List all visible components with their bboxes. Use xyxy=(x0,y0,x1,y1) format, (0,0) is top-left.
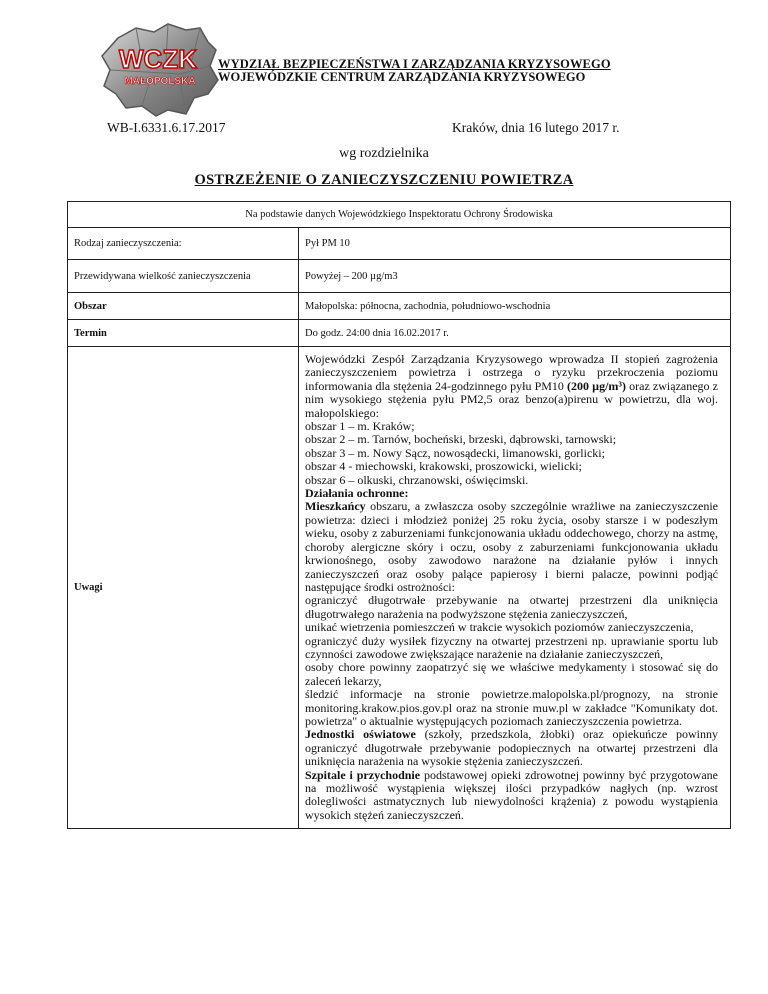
measure-item: ograniczyć długotrwałe przebywanie na otwartej przestrzeni dla uniknięcia długotrwałego narażenia na podwyższone stężenia zanieczyszczeń, xyxy=(305,593,718,621)
center-name: WOJEWÓDZKIE CENTRUM ZARZĄDZANIA KRYZYSOWEGO xyxy=(218,70,586,84)
area-item: obszar 3 – m. Nowy Sącz, nowosądecki, limanowski, gorlicki; xyxy=(305,445,605,460)
residents-paragraph xyxy=(305,500,718,594)
wczk-logo xyxy=(96,20,224,120)
hospitals-paragraph xyxy=(305,769,718,823)
row-label-deadline: Termin xyxy=(68,320,299,347)
measure-item: śledzić informacje na stronie powietrze.malopolska.pl/prognozy, na stronie monitoring.krakow.pios.gov.pl oraz na stronie muw.pl w zakładce "Komunikaty dot. powietrza" o aktualnie występujących poziomach zanieczyszczenia powietrza. xyxy=(305,687,718,728)
schools-label: Jednostki oświatowe xyxy=(305,727,416,742)
row-label-type: Rodzaj zanieczyszczenia: xyxy=(68,228,299,260)
row-value-deadline: Do godz. 24:00 dnia 16.02.2017 r. xyxy=(299,320,731,347)
warning-table xyxy=(67,201,731,829)
area-item: obszar 1 – m. Kraków; xyxy=(305,419,415,434)
row-value-type: Pył PM 10 xyxy=(299,228,731,260)
area-item: obszar 2 – m. Tarnów, bocheński, brzeski, dąbrowski, tarnowski; xyxy=(305,432,617,447)
department-name: WYDZIAŁ BEZPIECZEŃSTWA I ZARZĄDZANIA KRYZYSOWEGO xyxy=(218,57,611,71)
residents-label: Mieszkańcy xyxy=(305,499,366,514)
measure-item: osoby chore powinny zaopatrzyć się we właściwe medykamenty i stosować się do zaleceń lekarzy, xyxy=(305,660,718,688)
notes-intro-cont: oraz związanego z nim wysokiego stężenia pyłu PM2,5 oraz benzo(a)pirenu w powietrzu, dla woj. małopolskiego: xyxy=(305,378,719,420)
residents-text: obszaru, a zwłaszcza osoby szczególnie wrażliwe na zanieczyszczenie powietrza: dzieci i młodzież poniżej 25 roku życia, osoby starsze i w podeszłym wieku, osoby z zaburzeniami funkcjonowania układu oddechowego, chorzy na astmę, choroby alergiczne skóry i oczu, osoby z zaburzeniami funkcjonowania układu krwionośnego, osoby zawodowo narażone na działanie pyłów i innych zanieczyszczeń oraz osoby palące papierosy i bierni palacze, powinni podjąć następujące środki ostrożności: xyxy=(305,499,718,594)
source-cell: Na podstawie danych Wojewódzkiego Inspektoratu Ochrony Środowiska xyxy=(68,202,731,228)
reference-number: WB-I.6331.6.17.2017 xyxy=(107,120,226,135)
document-title: OSTRZEŻENIE O ZANIECZYSZCZENIU POWIETRZA xyxy=(194,172,574,188)
area-item: obszar 6 – olkuski, chrzanowski, oświęcimski. xyxy=(305,472,529,487)
row-value-magnitude: Powyżej – 200 µg/m3 xyxy=(299,260,731,293)
schools-text: (szkoły, przedszkola, żłobki) oraz opiekuńcze powinny ograniczyć długotrwałe przebywanie podopiecznych na otwartej przestrzeni dla uniknięcia narażenia na wysokie stężenia zanieczyszczeń. xyxy=(305,727,718,769)
row-label-magnitude: Przewidywana wielkość zanieczyszczenia xyxy=(68,260,299,293)
measure-item: ograniczyć duży wysiłek fizyczny na otwartej przestrzeni np. uprawianie sportu lub czynności zawodowe zwiększające narażenie na działanie zanieczyszczeń, xyxy=(305,633,718,661)
schools-paragraph xyxy=(305,728,718,768)
measure-item: unikać wietrzenia pomieszczeń w trakcie wysokich poziomów zanieczyszczenia, xyxy=(305,620,694,635)
actions-heading: Działania ochronne: xyxy=(305,486,409,501)
notes-label: Uwagi xyxy=(68,347,299,829)
hospitals-label: Szpitale i przychodnie xyxy=(305,767,421,782)
institution-header xyxy=(218,58,688,84)
place-date: Kraków, dnia 16 lutego 2017 r. xyxy=(452,120,620,135)
area-item: obszar 4 - miechowski, krakowski, proszowicki, wielicki; xyxy=(305,459,582,474)
logo-subtext: MAŁOPOLSKA xyxy=(124,76,196,87)
distribution-line: wg rozdzielnika xyxy=(339,146,429,161)
row-label-area: Obszar xyxy=(68,293,299,320)
notes-cell xyxy=(299,347,731,829)
hospitals-text: podstawowej opieki zdrowotnej powinny być przygotowane na możliwość wystąpienia większej ilości przypadków nagłych (np. wzrost dolegliwości astmatycznych lub niewydolności krążenia) z powodu wystąpienia wysokich stężeń zanieczyszczeń. xyxy=(305,767,718,822)
row-value-area: Małopolska: północna, zachodnia, południowo-wschodnia xyxy=(299,293,731,320)
notes-threshold: (200 µg/m³) xyxy=(567,378,627,393)
notes-intro-text: Wojewódzki Zespół Zarządzania Kryzysowego wprowadza II stopień zagrożenia zanieczyszczeniem powietrza i ostrzega o ryzyku przekroczenia poziomu informowania dla stężenia 24-godzinnego pyłu PM10 xyxy=(305,352,718,393)
notes-intro xyxy=(305,353,718,420)
logo-text: WCZK xyxy=(119,44,197,74)
